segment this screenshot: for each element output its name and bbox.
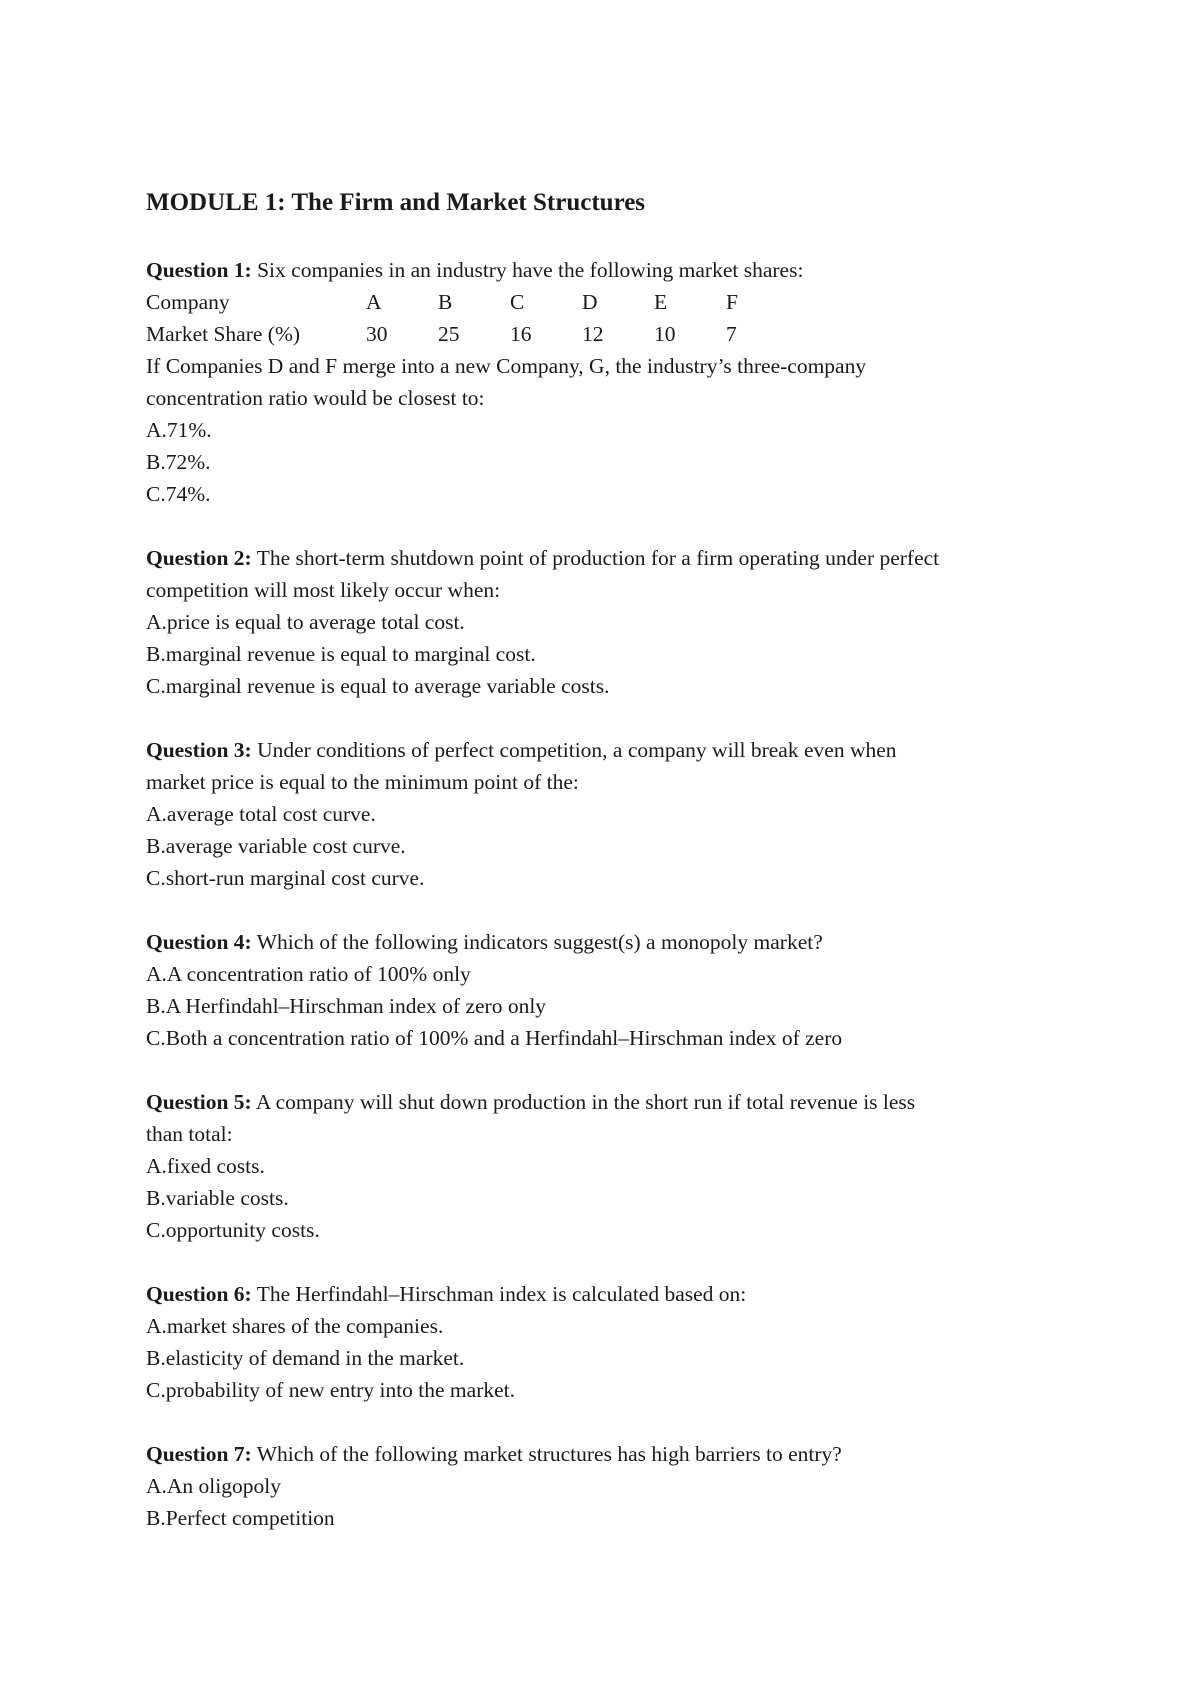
question-text-line: If Companies D and F merge into a new Company, G, the industry’s three-company	[146, 354, 867, 378]
question-text: A company will shut down production in the short run if total revenue is less	[255, 1090, 916, 1114]
table-header-cell: D	[582, 290, 598, 314]
document-page	[146, 186, 1066, 1566]
question-4	[146, 926, 1066, 1054]
table-row-label: Market Share (%)	[146, 322, 301, 346]
table-header-cell: B	[438, 290, 453, 314]
module-title: MODULE 1: The Firm and Market Structures	[146, 189, 646, 216]
table-cell: 16	[510, 322, 532, 346]
answer-option: B.variable costs.	[146, 1186, 289, 1210]
answer-option: B.marginal revenue is equal to marginal cost.	[146, 642, 536, 666]
question-label: Question 1:	[146, 258, 252, 282]
question-5-stem	[146, 1086, 1066, 1118]
answer-option: A.An oligopoly	[146, 1474, 281, 1498]
question-text: Under conditions of perfect competition, a company will break even when	[257, 738, 897, 762]
question-text-line: concentration ratio would be closest to:	[146, 386, 485, 410]
question-1-stem	[146, 254, 1066, 286]
table-header-cell: A	[366, 290, 382, 314]
answer-option: C.74%.	[146, 482, 211, 506]
question-label: Question 2:	[146, 546, 252, 570]
market-share-table-header	[146, 286, 1066, 318]
question-7-stem	[146, 1438, 1066, 1470]
question-text-line: competition will most likely occur when:	[146, 578, 501, 602]
question-text-line: market price is equal to the minimum point of the:	[146, 770, 579, 794]
table-header-cell: E	[654, 290, 668, 314]
question-text: Which of the following indicators suggest(s) a monopoly market?	[256, 930, 823, 954]
table-cell: 10	[654, 322, 676, 346]
answer-option: B.72%.	[146, 450, 211, 474]
answer-option: A.71%.	[146, 418, 212, 442]
answer-option: B.A Herfindahl–Hirschman index of zero only	[146, 994, 547, 1018]
question-3-stem	[146, 734, 1066, 766]
question-4-stem	[146, 926, 1066, 958]
question-7	[146, 1438, 1066, 1534]
question-3	[146, 734, 1066, 894]
question-2	[146, 542, 1066, 702]
question-label: Question 6:	[146, 1282, 252, 1306]
market-share-table-row	[146, 318, 1066, 350]
question-label: Question 5:	[146, 1090, 252, 1114]
table-cell: 7	[726, 322, 737, 346]
question-label: Question 7:	[146, 1442, 252, 1466]
question-text: The short-term shutdown point of production for a firm operating under perfect	[256, 546, 940, 570]
answer-option: A.market shares of the companies.	[146, 1314, 444, 1338]
answer-option: C.short-run marginal cost curve.	[146, 866, 425, 890]
table-cell: 30	[366, 322, 388, 346]
question-1	[146, 254, 1066, 510]
answer-option: A.price is equal to average total cost.	[146, 610, 465, 634]
question-6-stem	[146, 1278, 1066, 1310]
question-text: The Herfindahl–Hirschman index is calculated based on:	[256, 1282, 747, 1306]
answer-option: C.probability of new entry into the market.	[146, 1378, 515, 1402]
table-header-cell: F	[726, 290, 738, 314]
answer-option: B.average variable cost curve.	[146, 834, 406, 858]
question-text-line: than total:	[146, 1122, 233, 1146]
answer-option: B.Perfect competition	[146, 1506, 335, 1530]
table-cell: 25	[438, 322, 460, 346]
question-5	[146, 1086, 1066, 1246]
question-text: Six companies in an industry have the following market shares:	[257, 258, 804, 282]
table-cell: 12	[582, 322, 604, 346]
table-header-label: Company	[146, 290, 230, 314]
answer-option: C.Both a concentration ratio of 100% and a Herfindahl–Hirschman index of zero	[146, 1026, 843, 1050]
answer-option: A.fixed costs.	[146, 1154, 265, 1178]
question-6	[146, 1278, 1066, 1406]
answer-option: B.elasticity of demand in the market.	[146, 1346, 465, 1370]
question-2-stem	[146, 542, 1066, 574]
answer-option: A.A concentration ratio of 100% only	[146, 962, 471, 986]
table-header-cell: C	[510, 290, 525, 314]
answer-option: A.average total cost curve.	[146, 802, 376, 826]
question-text: Which of the following market structures has high barriers to entry?	[256, 1442, 842, 1466]
question-label: Question 3:	[146, 738, 252, 762]
question-label: Question 4:	[146, 930, 252, 954]
answer-option: C.marginal revenue is equal to average variable costs.	[146, 674, 610, 698]
answer-option: C.opportunity costs.	[146, 1218, 320, 1242]
